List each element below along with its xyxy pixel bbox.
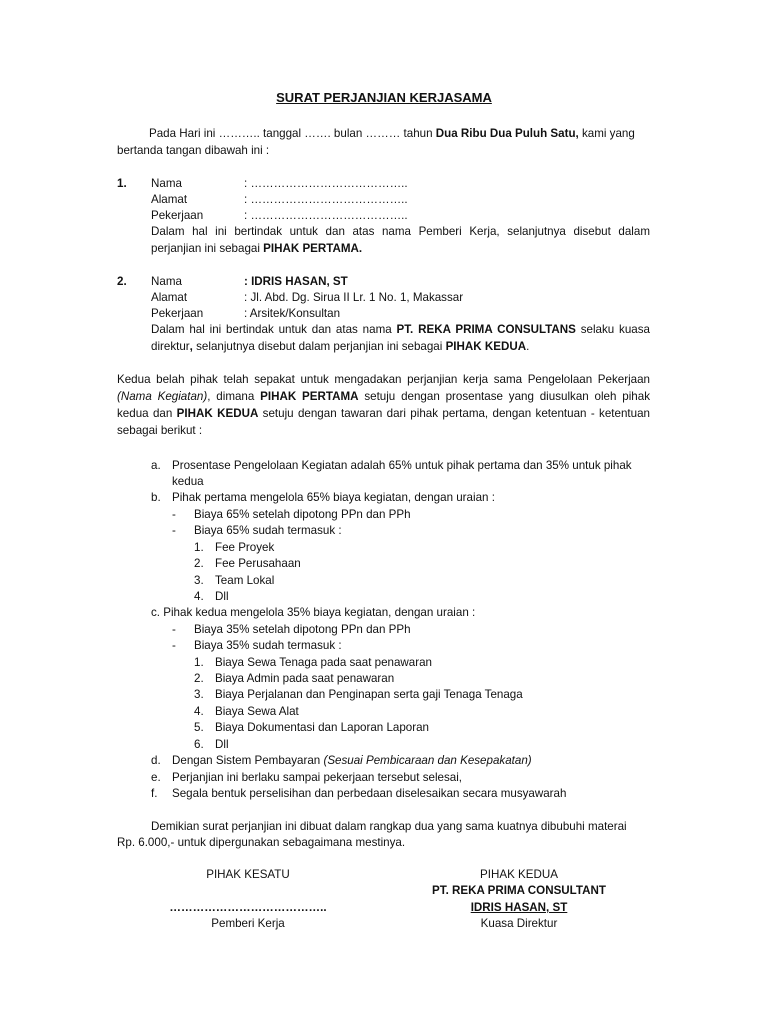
term-d-label: Dengan Sistem Pembayaran — [172, 754, 324, 767]
agreement-text-d: setuju dengan tawaran dari pihak pertama, dengan ketentuan - ketentuan sebagai berikut : — [117, 407, 650, 437]
term-c-item: Biaya Sewa Tenaga pada saat penawaran — [215, 656, 433, 669]
term-b-item: Dll — [215, 590, 229, 603]
party2-name-label: Nama — [151, 275, 182, 288]
opening-text-b: kami yang — [578, 127, 635, 140]
term-c-item: Biaya Admin pada saat penawaran — [215, 672, 395, 685]
party2-desc-a: Dalam hal ini bertindak untuk dan atas nama — [151, 323, 397, 336]
term-d-text — [172, 753, 532, 770]
left-signature-role: Pemberi Kerja — [211, 917, 285, 930]
term-a-line2: kedua — [172, 475, 204, 488]
term-b-marker: b. — [151, 491, 161, 504]
term-d-marker: d. — [151, 754, 161, 767]
party1-address-value: : ………………………………….. — [244, 193, 408, 206]
agreement-text-c: setuju dengan prosentase yang diusulkan oleh pihak kedua dan — [117, 390, 650, 420]
term-b-dash2: Biaya 65% sudah termasuk : — [194, 524, 342, 537]
right-signature-role: Kuasa Direktur — [480, 917, 558, 930]
party2-desc-c: selanjutnya disebut dalam perjanjian ini sebagai — [192, 339, 446, 353]
party1-job-value: : ………………………………….. — [244, 209, 408, 222]
party2-number: 2. — [117, 275, 127, 288]
opening-year: Dua Ribu Dua Puluh Satu, — [435, 127, 579, 140]
list-number: 1. — [194, 656, 204, 669]
party2-desc-d: . — [526, 339, 530, 353]
list-number: 4. — [194, 705, 204, 718]
party1-number: 1. — [117, 177, 127, 190]
term-b-item: Team Lokal — [215, 574, 275, 587]
party2-job-value: : Arsitek/Konsultan — [244, 307, 341, 320]
term-c-item: Biaya Dokumentasi dan Laporan Laporan — [215, 721, 429, 734]
agreement-text-a: Kedua belah pihak telah sepakat untuk mengadakan perjanjian kerja sama Pengelolaan Pekerjaan — [117, 373, 650, 386]
dash-marker: - — [172, 524, 176, 537]
party1-name-value: : ………………………………….. — [244, 177, 408, 190]
opening-line2: bertanda tangan dibawah ini : — [117, 144, 270, 157]
term-d-note: (Sesuai Pembicaraan dan Kesepakatan) — [323, 754, 532, 767]
term-b-item: Fee Perusahaan — [215, 557, 301, 570]
opening-paragraph — [117, 126, 650, 143]
term-b-item: Fee Proyek — [215, 541, 275, 554]
party2-desc-b: selaku kuasa direktur — [151, 323, 650, 353]
list-number: 6. — [194, 738, 204, 751]
right-signature-heading: PIHAK KEDUA — [480, 868, 558, 881]
term-c-item: Biaya Perjalanan dan Penginapan serta gaji Tenaga Tenaga — [215, 688, 523, 701]
party1-role: PIHAK PERTAMA. — [263, 241, 363, 255]
party1-job-label: Pekerjaan — [151, 209, 204, 222]
term-a-line1: Prosentase Pengelolaan Kegiatan adalah 65% untuk pihak pertama dan 35% untuk pihak — [172, 459, 632, 472]
dash-marker: - — [172, 508, 176, 521]
right-signature-company: PT. REKA PRIMA CONSULTANT — [432, 884, 606, 897]
party1-description — [151, 224, 650, 257]
party2-name-value: : IDRIS HASAN, ST — [244, 275, 348, 288]
agreement-text-b: , dimana — [207, 390, 261, 403]
dash-marker: - — [172, 639, 176, 652]
party1-address-label: Alamat — [151, 193, 188, 206]
term-c-dash2: Biaya 35% sudah termasuk : — [194, 639, 342, 652]
list-number: 5. — [194, 721, 204, 734]
list-number: 1. — [194, 541, 204, 554]
left-signature-heading: PIHAK KESATU — [206, 868, 290, 881]
term-c-text: c. Pihak kedua mengelola 35% biaya kegiatan, dengan uraian : — [151, 606, 476, 619]
list-number: 2. — [194, 557, 204, 570]
closing-line2: Rp. 6.000,- untuk dipergunakan sebagaimana mestinya. — [117, 836, 406, 849]
agreement-paragraph — [117, 371, 650, 439]
term-e-marker: e. — [151, 771, 161, 784]
term-f-text: Segala bentuk perselisihan dan perbedaan diselesaikan secara musyawarah — [172, 787, 567, 800]
list-number: 2. — [194, 672, 204, 685]
document-title: SURAT PERJANJIAN KERJASAMA — [276, 90, 492, 105]
opening-text-a: Pada Hari ini ……….. tanggal ……. bulan ……… tahun — [149, 127, 436, 140]
term-b-text: Pihak pertama mengelola 65% biaya kegiatan, dengan uraian : — [172, 491, 495, 504]
agreement-activity: (Nama Kegiatan) — [117, 390, 208, 403]
party2-company: PT. REKA PRIMA CONSULTANS — [396, 323, 576, 336]
closing-text: Demikian surat perjanjian ini dibuat dalam rangkap dua yang sama kuatnya dibubuhi materai — [151, 820, 627, 833]
list-number: 3. — [194, 688, 204, 701]
dash-marker: - — [172, 623, 176, 636]
list-number: 4. — [194, 590, 204, 603]
term-b-dash1: Biaya 65% setelah dipotong PPn dan PPh — [194, 508, 411, 521]
party2-comma: , — [189, 339, 193, 353]
closing-line1 — [117, 819, 650, 836]
agreement-party1: PIHAK PERTAMA — [260, 390, 359, 403]
list-number: 3. — [194, 574, 204, 587]
agreement-party2: PIHAK KEDUA — [176, 407, 259, 420]
party2-description — [151, 322, 650, 355]
party1-name-label: Nama — [151, 177, 182, 190]
party2-address-value: : Jl. Abd. Dg. Sirua II Lr. 1 No. 1, Makassar — [244, 291, 464, 304]
party1-desc-text: Dalam hal ini bertindak untuk dan atas nama Pemberi Kerja, selanjutnya disebut dalam perjanjian ini sebagai — [151, 225, 650, 255]
party2-address-label: Alamat — [151, 291, 188, 304]
term-f-marker: f. — [151, 787, 158, 800]
party2-role: PIHAK KEDUA — [445, 339, 527, 353]
term-c-item: Dll — [215, 738, 229, 751]
term-c-dash1: Biaya 35% setelah dipotong PPn dan PPh — [194, 623, 411, 636]
term-a-marker: a. — [151, 459, 161, 472]
left-signature-name: ………………………………….. — [169, 901, 327, 914]
term-e-text: Perjanjian ini berlaku sampai pekerjaan tersebut selesai, — [172, 771, 463, 784]
right-signature-name: IDRIS HASAN, ST — [470, 901, 568, 914]
term-c-item: Biaya Sewa Alat — [215, 705, 299, 718]
party2-job-label: Pekerjaan — [151, 307, 204, 320]
